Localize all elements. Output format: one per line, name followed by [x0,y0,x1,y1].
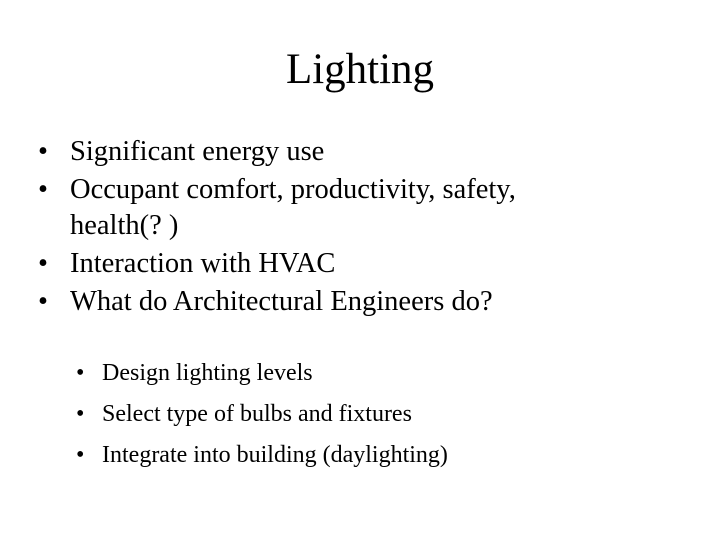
sub-bullet-list [76,353,676,476]
bullet-item [38,134,678,170]
bullet-marker: • [38,174,48,205]
sub-bullet-item [76,394,676,435]
bullet-marker: • [38,248,48,279]
sub-bullet-marker: • [76,401,85,427]
slide-title: Lighting [285,46,435,93]
bullet-marker: • [38,286,48,317]
sub-bullet-text: Select type of bulbs and fixtures [102,401,412,427]
bullet-text: What do Architectural Engineers do? [70,286,493,317]
bullet-text: Occupant comfort, productivity, safety, health(? ) [70,174,516,241]
sub-bullet-text: Integrate into building (daylighting) [102,442,448,468]
bullet-item [38,246,678,282]
bullet-item [38,172,610,244]
sub-bullet-text: Design lighting levels [102,360,313,386]
bullet-text: Interaction with HVAC [70,248,336,279]
bullet-marker: • [38,136,48,167]
sub-bullet-item [76,353,676,394]
sub-bullet-item [76,435,676,476]
bullet-list [38,134,678,322]
bullet-item [38,284,678,320]
sub-bullet-marker: • [76,442,85,468]
bullet-text: Significant energy use [70,136,325,167]
sub-bullet-marker: • [76,360,85,386]
